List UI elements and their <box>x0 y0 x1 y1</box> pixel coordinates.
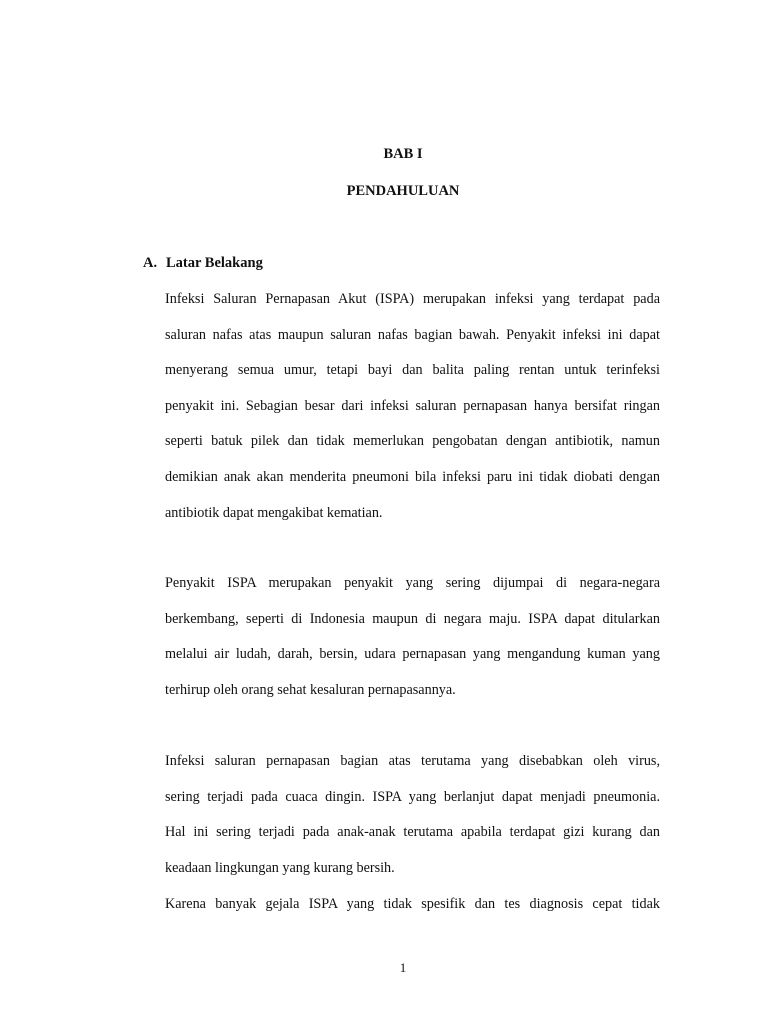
page-number: 1 <box>399 960 407 975</box>
paragraph-line: saluran nafas atas maupun saluran nafas bagian bawah. Penyakit infeksi ini dapat <box>165 326 660 343</box>
paragraph-line: Penyakit ISPA merupakan penyakit yang sering dijumpai di negara-negara <box>165 575 660 591</box>
paragraph-3 <box>165 751 660 893</box>
paragraph-line: demikian anak akan menderita pneumoni bila infeksi paru ini tidak diobati dengan <box>165 468 660 485</box>
paragraph-line: penyakit ini. Sebagian besar dari infeksi saluran pernapasan hanya bersifat ringan <box>165 397 660 414</box>
chapter-title: PENDAHULUAN <box>346 183 460 199</box>
paragraph-4 <box>165 894 660 930</box>
paragraph-1 <box>165 289 660 538</box>
section-letter: A. <box>143 255 158 271</box>
paragraph-line: antibiotik dapat mengakibat kematian. <box>165 504 383 521</box>
section-title: Latar Belakang <box>166 255 263 271</box>
paragraph-line: terhirup oleh orang sehat kesaluran pernapasannya. <box>165 681 456 698</box>
paragraph-line: keadaan lingkungan yang kurang bersih. <box>165 859 395 876</box>
paragraph-line: menyerang semua umur, tetapi bayi dan balita paling rentan untuk terinfeksi <box>165 362 660 379</box>
paragraph-line: seperti batuk pilek dan tidak memerlukan pengobatan dengan antibiotik, namun <box>165 433 660 450</box>
paragraph-line: Infeksi Saluran Pernapasan Akut (ISPA) merupakan infeksi yang terdapat pada <box>165 291 660 307</box>
paragraph-line: melalui air ludah, darah, bersin, udara pernapasan yang mengandung kuman yang <box>165 646 660 663</box>
paragraph-line: berkembang, seperti di Indonesia maupun di negara maju. ISPA dapat ditularkan <box>165 610 660 627</box>
paragraph-line: Hal ini sering terjadi pada anak-anak terutama apabila terdapat gizi kurang dan <box>165 824 660 841</box>
paragraph-line: Karena banyak gejala ISPA yang tidak spesifik dan tes diagnosis cepat tidak <box>165 896 660 912</box>
paragraph-2 <box>165 573 660 715</box>
paragraph-line: Infeksi saluran pernapasan bagian atas terutama yang disebabkan oleh virus, <box>165 753 660 769</box>
paragraph-line: sering terjadi pada cuaca dingin. ISPA yang berlanjut dapat menjadi pneumonia. <box>165 788 660 805</box>
chapter-number: BAB I <box>383 146 423 162</box>
section-heading <box>143 255 263 272</box>
